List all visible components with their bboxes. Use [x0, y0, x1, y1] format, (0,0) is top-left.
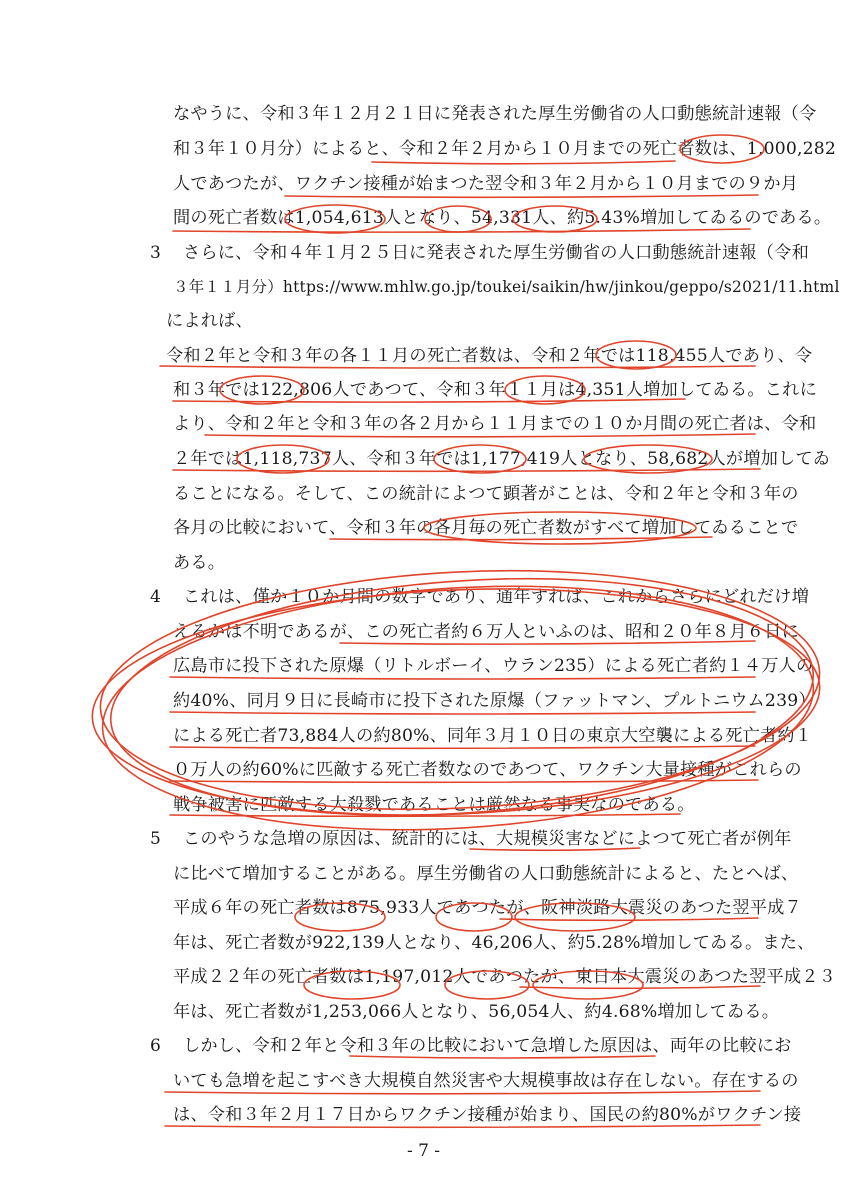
text-line: によれば、 — [166, 311, 253, 331]
paragraph-number: 5 — [150, 829, 161, 849]
text-line: 各月の比較において、令和３年の各月毎の死亡者数がすべて増加してゐることで — [173, 518, 799, 538]
text-line: ある。 — [173, 553, 226, 573]
text-line: 戦争被害に匹敵する大殺戮であることは厳然なる事実なのである。 — [173, 795, 695, 815]
underline-mark — [285, 195, 758, 197]
text-line: 間の死亡者数は1,054,613人となり、54,331人、約5.43%増加してゐるのである。 — [173, 208, 832, 228]
underline-mark — [170, 712, 755, 714]
page-number: - 7 - — [406, 1141, 441, 1161]
text-line: 年は、死亡者数が922,139人となり、46,206人、約5.28%増加してゐる。また、 — [173, 933, 815, 953]
text-line: 和３年では122,806人であつて、令和３年１１月は4,351人増加してゐる。これに — [173, 380, 817, 400]
text-line: これは、僅か１０か月間の数字であり、通年すれば、これからさらにどれだけ増 — [183, 587, 809, 607]
text-line: 平成２２年の死亡者数は1,197,012人であつたが、東日本大震災のあつた翌平成２３ — [173, 967, 837, 987]
underline-mark — [170, 677, 755, 679]
text-line: は、令和３年２月１７日からワクチン接種が始まり、国民の約80%がワクチン接 — [173, 1105, 802, 1125]
text-line: このやうな急増の原因は、統計的には、大規模災害などによつて死亡者が例年 — [183, 829, 792, 849]
text-line: ３年１１月分）https://www.mhlw.go.jp/toukei/saikin/hw/jinkou/geppo/s2021/11.html — [173, 278, 840, 296]
underline-mark — [372, 161, 675, 164]
paragraph-number: 6 — [150, 1036, 161, 1056]
text-line: による死亡者73,884人の約80%、同年３月１０日の東京大空襲による死亡者約１ — [173, 726, 813, 746]
paragraph-number: 4 — [150, 587, 161, 607]
text-line: しかし、令和２年と令和３年の比較において急増した原因は、両年の比較にお — [183, 1036, 792, 1056]
text-line: 平成６年の死亡者数は875,933人であつたが、阪神淡路大震災のあつた翌平成７ — [173, 898, 802, 918]
text-line: 人であつたが、ワクチン接種が始まつた翌令和３年２月から１０月までの９か月 — [173, 174, 799, 194]
text-line: ることになる。そして、この統計によつて顕著がことは、令和２年と令和３年の — [173, 484, 799, 504]
text-line: ０万人の約60%に匹敵する死亡者数なのであつて、ワクチン大量接種がこれらの — [173, 760, 802, 780]
text-line: ２年では1,118,737人、令和３年では1,177,419人となり、58,682人が増加してゐ — [173, 449, 831, 469]
text-line: より、令和２年と令和３年の各２月から１１月までの１０か月間の死亡者は、令和 — [173, 414, 817, 434]
text-line: 和３年１０月分）によると、令和２年２月から１０月までの死亡者数は、1,000,282 — [173, 139, 837, 159]
text-line: いても急増を起こすべき大規模自然災害や大規模事故は存在しない。存在するの — [173, 1071, 799, 1091]
text-line: 約40%、同月９日に長崎市に投下された原爆（ファットマン、プルトニウム239） — [173, 691, 816, 711]
text-line: 年は、死亡者数が1,253,066人となり、56,054人、約4.68%増加してゐる。 — [173, 1002, 780, 1022]
text-line: に比べて増加することがある。厚生労働省の人口動態統計によると、たとへば、 — [173, 864, 799, 884]
text-line: 広島市に投下された原爆（リトルボーイ、ウラン235）による死亡者約１４万人の — [173, 656, 814, 676]
text-line: なやうに、令和３年１２月２１日に発表された厚生労働省の人口動態統計速報（令 — [173, 104, 817, 124]
text-line: 令和２年と令和３年の各１１月の死亡者数は、令和２年では118,455人であり、令 — [166, 346, 813, 366]
paragraph-number: 3 — [150, 243, 161, 263]
text-line: さらに、令和４年１月２５日に発表された厚生労働省の人口動態統計速報（令和 — [183, 243, 809, 263]
underline-mark — [173, 229, 750, 232]
text-line: えるかは不明であるが、この死亡者約６万人といふのは、昭和２０年８月６日に — [173, 622, 799, 642]
